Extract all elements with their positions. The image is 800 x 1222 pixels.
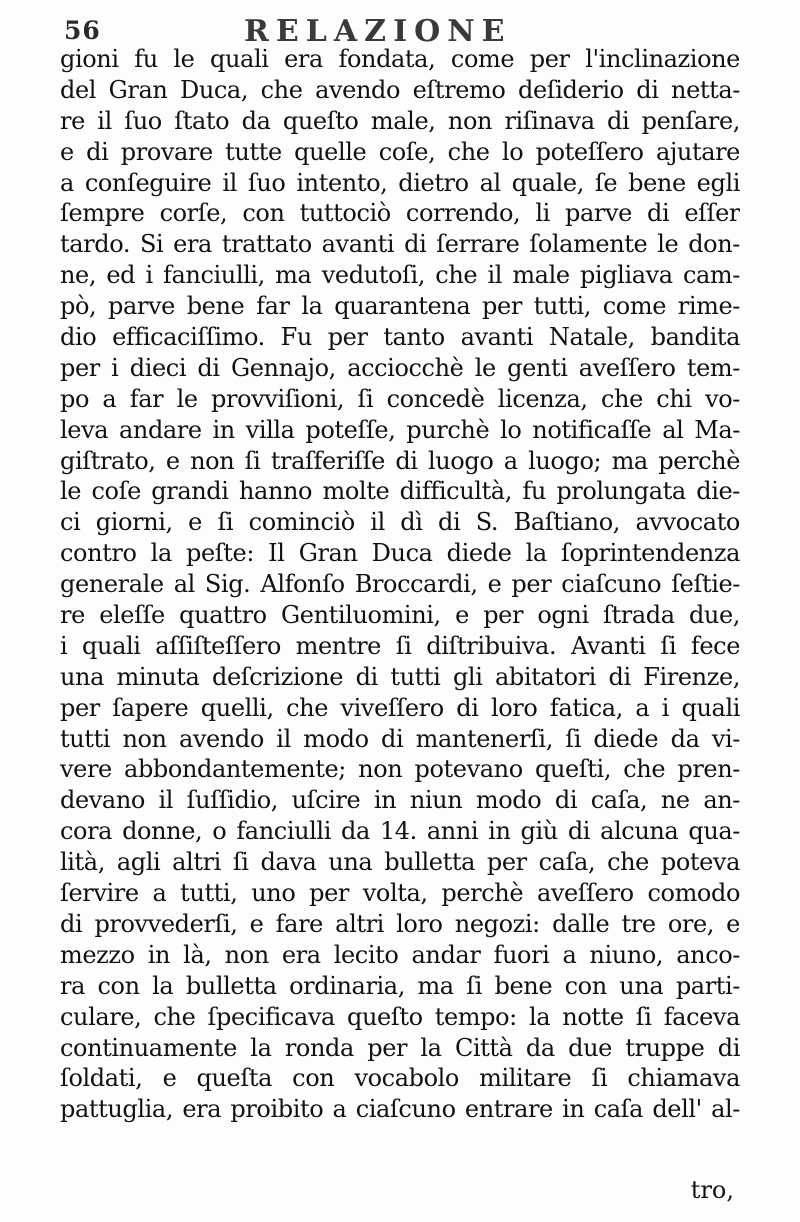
catchword: tro, [690, 1176, 734, 1204]
text-line: i quali aſſiſteſſero mentre ſi diſtribuiva. Avanti ſi fece [60, 631, 740, 660]
body-text [60, 44, 740, 1125]
text-line: dio efficaciſſimo. Fu per tanto avanti Natale, bandita [60, 323, 740, 352]
text-line: ne, ed i fanciulli, ma vedutoſi, che il male pigliava cam- [60, 261, 740, 290]
text-line: pò, parve bene far la quarantena per tutti, come rime- [60, 292, 740, 321]
text-line: e di provare tutte quelle coſe, che lo poteſſero ajutare [60, 137, 740, 166]
text-line: re eleſſe quattro Gentiluomini, e per ogni ſtrada due, [60, 601, 740, 630]
text-line: lità, agli altri ſi dava una bulletta per caſa, che poteva [60, 848, 740, 877]
text-line: continuamente la ronda per la Città da due truppe di [60, 1033, 740, 1062]
text-line: ſempre corſe, con tuttociò correndo, li parve di eſſer [60, 199, 740, 228]
text-line: culare, che ſpecificava queſto tempo: la notte ſi faceva [60, 1002, 740, 1031]
text-line: pattuglia, era proibito a ciaſcuno entrare in caſa dell' al- [60, 1095, 740, 1124]
text-line: vere abbondantemente; non potevano queſti, che pren- [60, 755, 740, 784]
text-line: po a far le provviſioni, ſi concedè licenza, che chi vo- [60, 384, 740, 413]
text-line: le coſe grandi hanno molte difficultà, fu prolungata die- [60, 477, 740, 506]
text-line: tardo. Si era trattato avanti di ſerrare ſolamente le don- [60, 230, 740, 259]
text-line: a conſeguire il ſuo intento, dietro al quale, ſe bene egli [60, 168, 740, 197]
text-line: re il ſuo ſtato da queſto male, non riſinava di penſare, [60, 106, 740, 135]
text-line: ſervire a tutti, uno per volta, perchè aveſſero comodo [60, 879, 740, 908]
text-line: ſoldati, e queſta con vocabolo militare ſi chiamava [60, 1064, 740, 1093]
text-line: per i dieci di Gennajo, acciocchè le genti aveſſero tem- [60, 353, 740, 382]
text-line: contro la peſte: Il Gran Duca diede la ſoprintendenza [60, 539, 740, 568]
text-line: generale al Sig. Alfonſo Broccardi, e per ciaſcuno ſeſtie- [60, 570, 740, 599]
text-line: giſtrato, e non ſi traſferiſſe di luogo a luogo; ma perchè [60, 446, 740, 475]
page-number: 56 [64, 16, 101, 45]
text-line: ra con la bulletta ordinaria, ma ſi bene con una parti- [60, 971, 740, 1000]
text-line: per ſapere quelli, che viveſſero di loro fatica, a i quali [60, 693, 740, 722]
text-line: gioni fu le quali era fondata, come per l'inclinazione [60, 45, 740, 73]
text-line: una minuta deſcrizione di tutti gli abitatori di Firenze, [60, 662, 740, 691]
text-line: leva andare in villa poteſſe, purchè lo notificaſſe al Ma- [60, 415, 740, 444]
running-head: RELAZIONE [244, 14, 512, 49]
text-line: ci giorni, e ſi cominciò il dì di S. Baſtiano, avvocato [60, 508, 740, 537]
text-line: del Gran Duca, che avendo eſtremo deſiderio di netta- [60, 75, 740, 104]
text-line: tutti non avendo il modo di mantenerſi, ſi diede da vi- [60, 724, 740, 753]
text-line: mezzo in là, non era lecito andar fuori a niuno, anco- [60, 940, 740, 969]
text-line: di provvederſi, e fare altri loro negozi: dalle tre ore, e [60, 909, 740, 938]
text-line: devano il ſuſſidio, uſcire in niun modo di caſa, ne an- [60, 786, 740, 815]
text-line: cora donne, o fanciulli da 14. anni in giù di alcuna qua- [60, 817, 740, 846]
